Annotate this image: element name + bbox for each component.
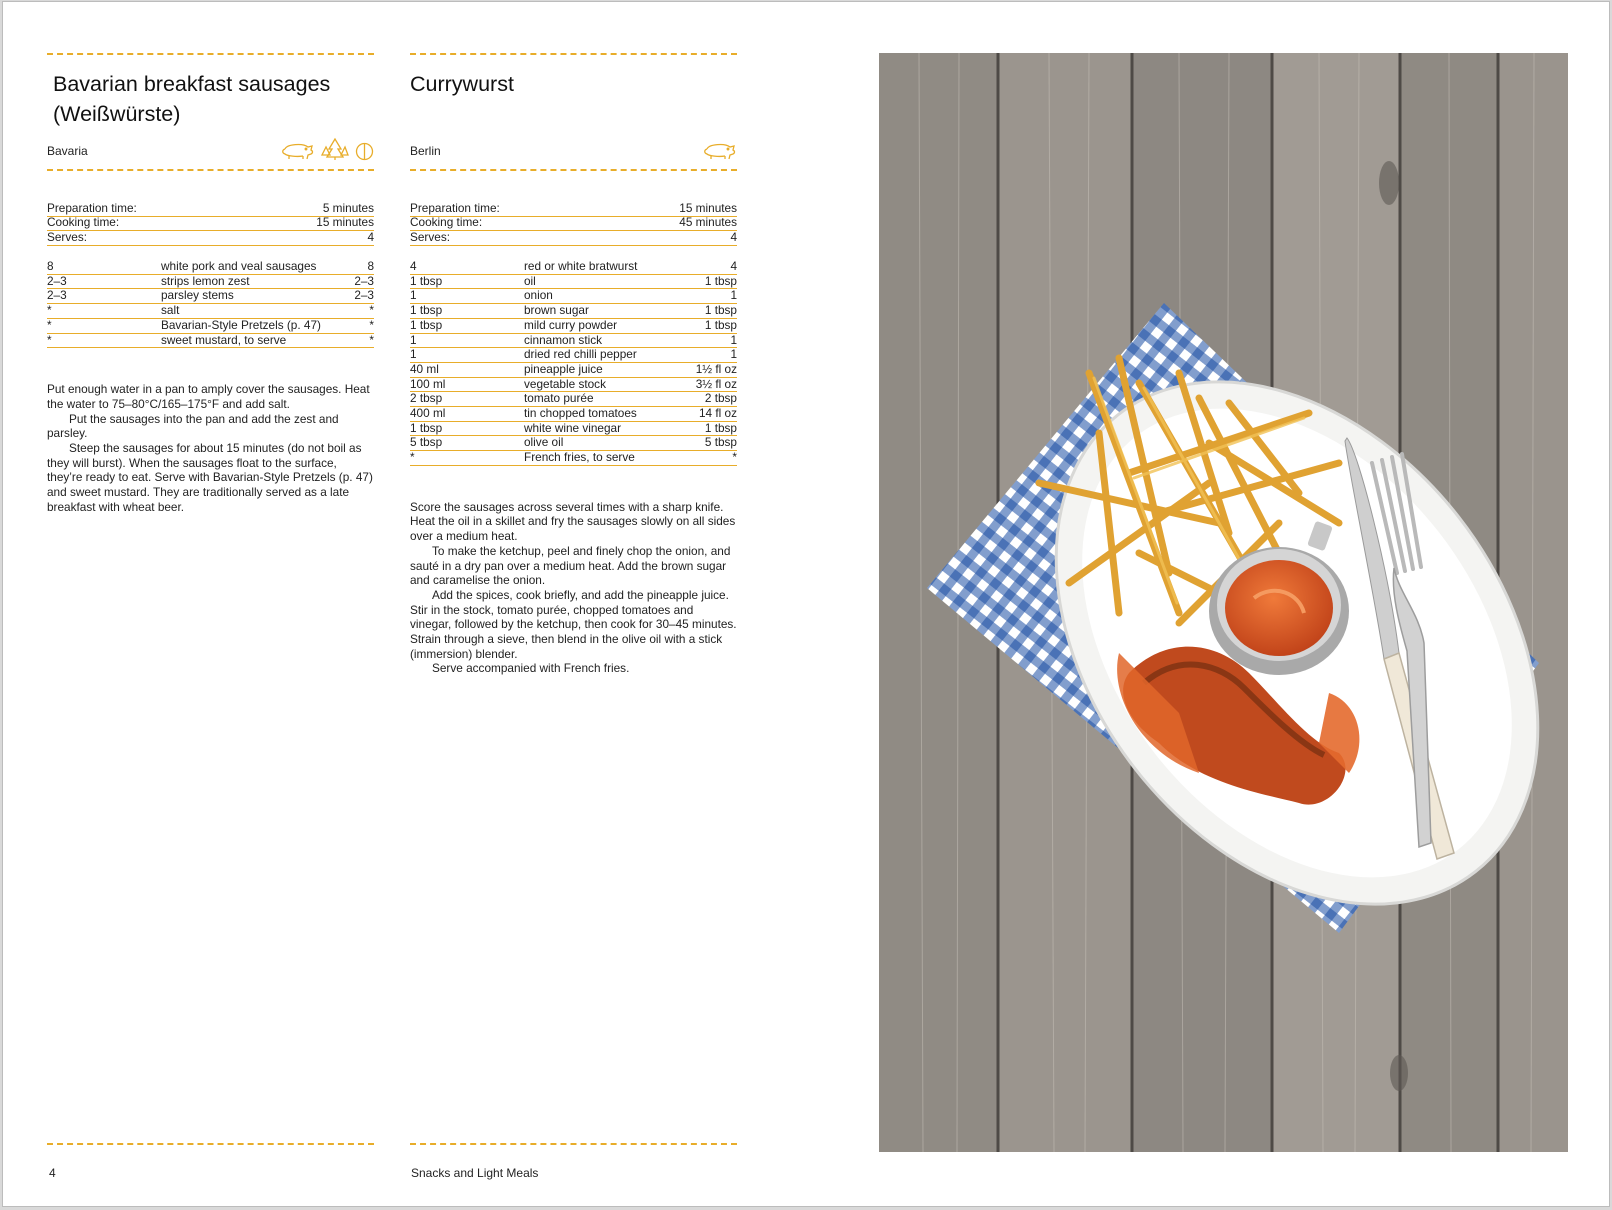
section-title: Snacks and Light Meals xyxy=(411,1166,539,1180)
recipe-icons xyxy=(701,141,737,161)
page-number: 4 xyxy=(49,1166,56,1180)
ingredient-imperial: 3½ fl oz xyxy=(695,376,737,391)
ingredient-metric: 1 tbsp xyxy=(410,303,443,318)
method-paragraph: Serve accompanied with French fries. xyxy=(432,661,630,676)
ingredient-row xyxy=(410,260,737,275)
ingredient-row xyxy=(410,378,737,393)
ingredient-imperial: * xyxy=(732,450,737,464)
meta-value: 45 minutes xyxy=(679,215,737,230)
recipe-meta xyxy=(410,202,737,246)
ingredient-metric: * xyxy=(47,317,52,332)
ingredient-row xyxy=(47,260,374,275)
pig-icon xyxy=(279,141,315,161)
ingredient-row xyxy=(410,304,737,319)
ingredient-row xyxy=(410,436,737,451)
ingredient-name: olive oil xyxy=(524,435,564,450)
ingredient-imperial: 1½ fl oz xyxy=(695,361,737,376)
ingredient-row xyxy=(410,422,737,437)
meta-value: 15 minutes xyxy=(316,215,374,230)
ingredient-name: red or white bratwurst xyxy=(524,259,638,274)
ingredient-metric: 1 tbsp xyxy=(410,420,443,435)
meta-label: Serves: xyxy=(410,230,450,245)
recipe-title: Currywurst xyxy=(410,72,514,96)
serves-row xyxy=(47,231,374,246)
method-text xyxy=(410,500,737,676)
recipe-weisswurst xyxy=(47,53,374,515)
ingredient-name: white wine vinegar xyxy=(524,420,622,435)
ingredient-imperial: 2–3 xyxy=(354,273,374,288)
region-row xyxy=(410,141,737,169)
half-circle-icon xyxy=(355,142,374,161)
ingredient-list xyxy=(410,260,737,466)
method-paragraph: To make the ketchup, peel and finely chop the onion, and sauté in a dry pan over a medium heat. Add the brown sugar and caramelise the onion. xyxy=(410,543,731,588)
recipe-icons xyxy=(279,137,374,161)
ingredient-metric: 2–3 xyxy=(47,288,67,303)
ingredient-imperial: 1 tbsp xyxy=(704,420,737,435)
ingredient-metric: * xyxy=(47,303,52,318)
meta-value: 15 minutes xyxy=(679,200,737,215)
ingredient-row xyxy=(410,392,737,407)
ingredient-name: strips lemon zest xyxy=(161,273,250,288)
ingredient-row xyxy=(410,407,737,422)
ingredient-row xyxy=(47,319,374,334)
trees-icon xyxy=(321,137,349,161)
ingredient-metric: 1 xyxy=(410,332,417,347)
ingredient-name: French fries, to serve xyxy=(524,450,635,464)
ingredient-name: brown sugar xyxy=(524,303,589,318)
recipe-meta xyxy=(47,202,374,246)
ingredient-name: dried red chilli pepper xyxy=(524,347,637,362)
meta-label: Cooking time: xyxy=(410,215,483,230)
ingredient-imperial: 1 xyxy=(730,288,737,303)
ingredient-imperial: 1 tbsp xyxy=(704,317,737,332)
ingredient-name: onion xyxy=(524,288,553,303)
ingredient-metric: 100 ml xyxy=(410,376,446,391)
ingredient-metric: 8 xyxy=(47,259,54,274)
divider xyxy=(47,169,374,171)
ingredient-name: tin chopped tomatoes xyxy=(524,405,637,420)
ingredient-name: sweet mustard, to serve xyxy=(161,332,287,347)
book-spread xyxy=(2,1,1610,1207)
ingredient-imperial: * xyxy=(369,303,374,318)
footer-divider xyxy=(47,1143,374,1145)
meta-label: Serves: xyxy=(47,230,87,245)
region-label: Berlin xyxy=(410,144,441,158)
meta-label: Preparation time: xyxy=(410,200,500,215)
meta-value: 4 xyxy=(730,230,737,245)
method-paragraph: Put enough water in a pan to amply cover the sausages. Heat the water to 75–80°C/165–175°F and add salt. xyxy=(47,382,370,411)
ingredient-imperial: 1 tbsp xyxy=(704,303,737,318)
ingredient-metric: 1 tbsp xyxy=(410,317,443,332)
ingredient-metric: 40 ml xyxy=(410,361,439,376)
ingredient-row xyxy=(47,334,374,349)
ingredient-imperial: 1 tbsp xyxy=(704,273,737,288)
ingredient-row xyxy=(410,289,737,304)
ingredient-name: salt xyxy=(161,303,180,318)
meta-value: 5 minutes xyxy=(322,200,374,215)
method-paragraph: Score the sausages across several times with a sharp knife. Heat the oil in a skillet and fry the sausages slowly on all sides over a medium heat. xyxy=(410,499,736,544)
footer-divider xyxy=(410,1143,737,1145)
ingredient-metric: 1 xyxy=(410,347,417,362)
ingredient-metric: * xyxy=(410,450,415,464)
ingredient-imperial: 2 tbsp xyxy=(704,391,737,406)
ingredient-row xyxy=(410,275,737,290)
cook-time-row xyxy=(410,217,737,232)
cook-time-row xyxy=(47,217,374,232)
ingredient-imperial: * xyxy=(369,317,374,332)
divider xyxy=(410,169,737,171)
ingredient-metric: * xyxy=(47,332,52,347)
ingredient-name: white pork and veal sausages xyxy=(161,259,317,274)
method-paragraph: Put the sausages into the pan and add the zest and parsley. xyxy=(47,411,339,441)
ingredient-metric: 4 xyxy=(410,259,417,274)
method-paragraph: Steep the sausages for about 15 minutes (do not boil as they will burst). When the sausages float to the surface, they’re ready to eat. Serve with Bavarian-Style Pretzels (p. 47) and sweet mustard. They are traditionally served as a late breakfast with wheat beer. xyxy=(47,441,373,514)
ingredient-name: vegetable stock xyxy=(524,376,606,391)
serves-row xyxy=(410,231,737,246)
ingredient-name: oil xyxy=(524,273,536,288)
ingredient-metric: 5 tbsp xyxy=(410,435,443,450)
ingredient-name: pineapple juice xyxy=(524,361,603,376)
ingredient-row xyxy=(410,319,737,334)
ingredient-name: cinnamon stick xyxy=(524,332,603,347)
ingredient-metric: 1 tbsp xyxy=(410,273,443,288)
region-row xyxy=(47,141,374,169)
ingredient-row xyxy=(47,275,374,290)
ingredient-metric: 2 tbsp xyxy=(410,391,443,406)
ingredient-imperial: 14 fl oz xyxy=(698,405,737,420)
meta-label: Preparation time: xyxy=(47,200,137,215)
pig-icon xyxy=(701,141,737,161)
ingredient-name: tomato purée xyxy=(524,391,594,406)
ingredient-list xyxy=(47,260,374,348)
ingredient-imperial: 4 xyxy=(730,259,737,274)
recipe-title: Bavarian breakfast sausages (Weißwürste) xyxy=(53,72,331,126)
ingredient-row xyxy=(47,304,374,319)
photo-illustration xyxy=(879,53,1568,1152)
divider xyxy=(410,53,737,55)
recipe-currywurst xyxy=(410,53,737,676)
ingredient-name: mild curry powder xyxy=(524,317,618,332)
ingredient-row xyxy=(410,348,737,363)
ingredient-imperial: 5 tbsp xyxy=(704,435,737,450)
ingredient-row xyxy=(410,334,737,349)
ingredient-imperial: 8 xyxy=(367,259,374,274)
currywurst-photo xyxy=(879,53,1568,1152)
ingredient-imperial: * xyxy=(369,332,374,347)
ingredient-metric: 400 ml xyxy=(410,405,446,420)
divider xyxy=(47,53,374,55)
ingredient-imperial: 1 xyxy=(730,332,737,347)
ingredient-imperial: 1 xyxy=(730,347,737,362)
ingredient-name: parsley stems xyxy=(161,288,234,303)
ingredient-row xyxy=(47,289,374,304)
ingredient-row xyxy=(410,363,737,378)
ingredient-metric: 2–3 xyxy=(47,273,67,288)
ingredient-imperial: 2–3 xyxy=(354,288,374,303)
ingredient-metric: 1 xyxy=(410,288,417,303)
ingredient-row xyxy=(410,451,737,466)
method-paragraph: Add the spices, cook briefly, and add the pineapple juice. Stir in the stock, tomato purée, chopped tomatoes and vinegar, followed by the ketchup, then cook for 30–45 minutes. Strain through a sieve, then blend in the olive oil with a stick (immersion) blender. xyxy=(410,587,737,661)
meta-label: Cooking time: xyxy=(47,215,120,230)
ingredient-name: Bavarian-Style Pretzels (p. 47) xyxy=(161,317,321,332)
region-label: Bavaria xyxy=(47,144,88,158)
meta-value: 4 xyxy=(367,230,374,245)
method-text xyxy=(47,382,374,514)
